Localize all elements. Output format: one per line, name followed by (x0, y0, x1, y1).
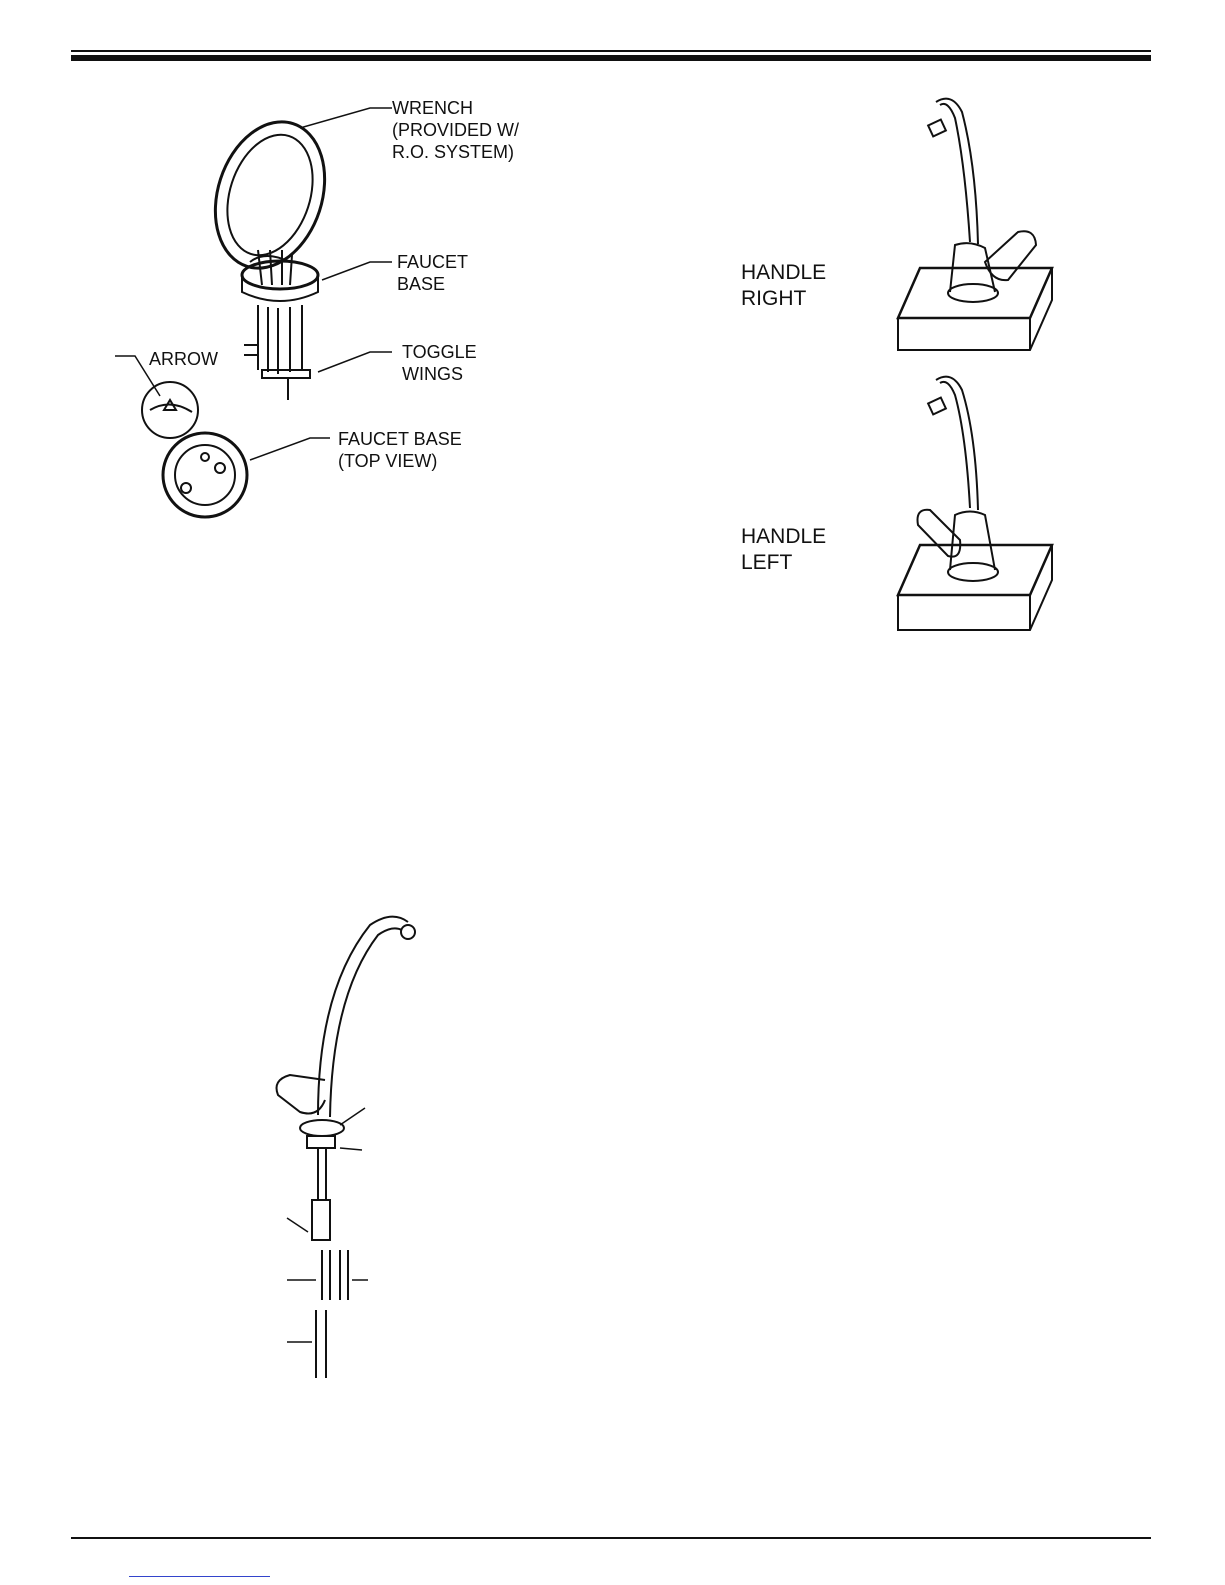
faucet-exploded-illustration (277, 917, 416, 1378)
faucet-handle-right-illustration (898, 99, 1052, 350)
arrow-detail-circle (142, 382, 198, 438)
faucet-handle-left-illustration (898, 377, 1052, 630)
faucet-base-top-view (163, 433, 247, 517)
footer-link-underline[interactable] (129, 1576, 270, 1577)
arrow-label: ARROW (149, 349, 218, 369)
footer-rule (71, 1537, 1151, 1539)
toggle-wings-label: TOGGLE WINGS (402, 342, 477, 384)
figure3-arrows (287, 1108, 368, 1342)
handle-left-label: HANDLE LEFT (741, 525, 827, 574)
handle-right-label: HANDLE RIGHT (741, 261, 827, 310)
wrench-label: WRENCH (PROVIDED W/ R.O. SYSTEM) (392, 98, 520, 162)
faucet-base-illustration (242, 261, 318, 400)
faucet-base-label: FAUCET BASE (397, 252, 469, 294)
faucet-base-top-view-label: FAUCET BASE (TOP VIEW) (338, 429, 462, 471)
wrench-illustration (197, 108, 342, 285)
